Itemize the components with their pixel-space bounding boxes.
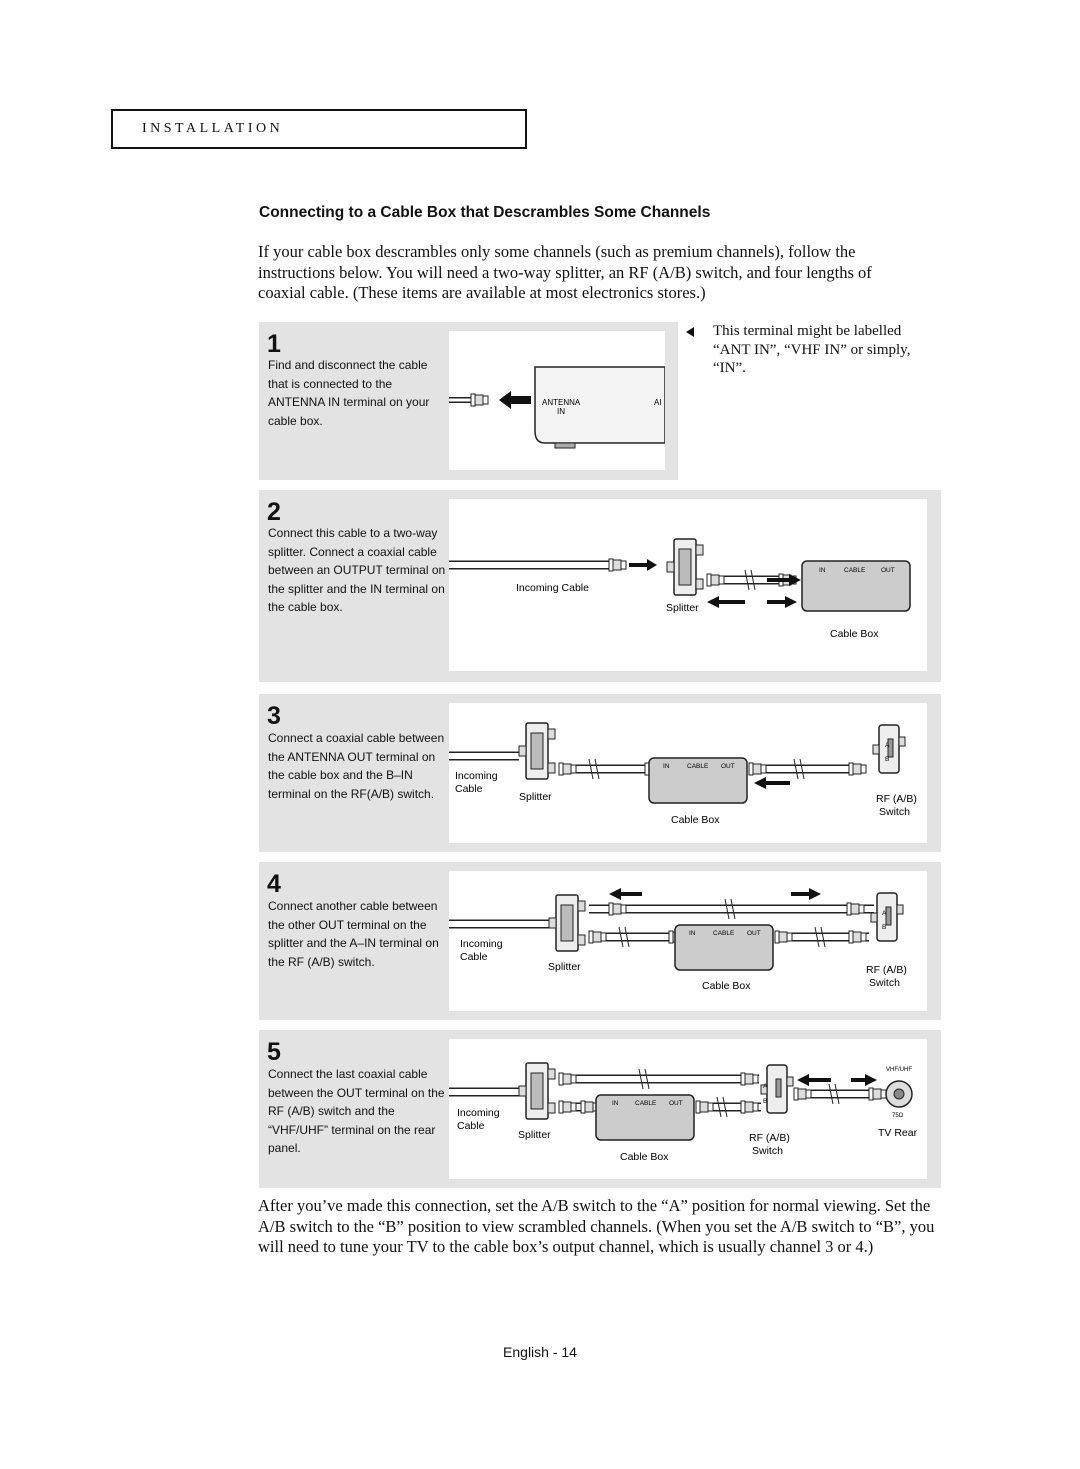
ohm-label: 75Ω bbox=[892, 1113, 904, 1119]
switch-a-label: A bbox=[763, 1083, 768, 1090]
step-number: 5 bbox=[267, 1038, 281, 1066]
out-label: OUT bbox=[881, 567, 895, 574]
switch-a-label: A bbox=[885, 742, 890, 749]
splitter-label: Splitter bbox=[519, 791, 552, 803]
arrow-right-icon bbox=[767, 596, 797, 608]
switch-label: Switch bbox=[879, 806, 910, 818]
arrow-left-icon bbox=[499, 391, 531, 409]
switch-label: Switch bbox=[752, 1145, 783, 1157]
cut-label: AI bbox=[654, 398, 662, 407]
cable-box-to-switch-diagram bbox=[449, 703, 927, 843]
step-number: 3 bbox=[267, 702, 281, 730]
splitter-to-switch-diagram bbox=[449, 871, 927, 1011]
cable-label: CABLE bbox=[844, 567, 866, 574]
step-1 bbox=[259, 322, 678, 480]
cable-label: CABLE bbox=[687, 763, 709, 770]
terminal-note-text: This terminal might be labelled “ANT IN”, “VHF IN” or simply, “IN”. bbox=[713, 323, 911, 376]
out-label: OUT bbox=[747, 930, 761, 937]
step-text: Connect the last coaxial cable between the OUT terminal on the RF (A/B) switch and the “VHF/UHF” terminal on the rear panel. bbox=[268, 1067, 445, 1155]
rfab-label: RF (A/B) bbox=[866, 964, 907, 976]
antenna-label: ANTENNA bbox=[542, 398, 581, 407]
out-label: OUT bbox=[669, 1100, 683, 1107]
tv-rear-label: TV Rear bbox=[878, 1127, 918, 1139]
arrow-left-icon bbox=[609, 888, 642, 900]
step-number: 2 bbox=[267, 498, 281, 526]
cable-word-label: Cable bbox=[460, 951, 488, 963]
step-number: 4 bbox=[267, 870, 281, 898]
page-heading: Connecting to a Cable Box that Descrambles Some Channels bbox=[259, 204, 711, 221]
step-text: Find and disconnect the cable that is connected to the ANTENNA IN terminal on your cable box. bbox=[268, 358, 430, 428]
incoming-cable-label: Incoming Cable bbox=[516, 582, 589, 594]
switch-label: Switch bbox=[869, 977, 900, 989]
switch-to-tv-diagram bbox=[449, 1039, 927, 1179]
page-footer: English - 14 bbox=[503, 1344, 577, 1360]
arrow-right-icon bbox=[851, 1074, 877, 1086]
switch-a-label: A bbox=[882, 910, 887, 917]
cable-label: CABLE bbox=[713, 930, 735, 937]
incoming-label: Incoming bbox=[457, 1107, 500, 1119]
step-text: Connect a coaxial cable between the ANTENNA OUT terminal on the cable box and the B–IN terminal on the RF(A/B) switch. bbox=[268, 731, 445, 801]
splitter-label: Splitter bbox=[666, 602, 699, 614]
pointer-left-icon bbox=[686, 327, 694, 337]
rfab-label: RF (A/B) bbox=[876, 793, 917, 805]
splitter-label: Splitter bbox=[548, 961, 581, 973]
arrow-left-icon bbox=[707, 596, 745, 608]
step-diagram bbox=[449, 871, 927, 1011]
cable-box-label: Cable Box bbox=[702, 980, 751, 992]
arrow-right-icon bbox=[629, 559, 657, 571]
step-text: Connect this cable to a two-way splitter. Connect a coaxial cable between an OUTPUT terminal on the splitter and the IN terminal on the cable box. bbox=[268, 526, 446, 614]
cable-box-label: Cable Box bbox=[620, 1151, 669, 1163]
step-number: 1 bbox=[267, 330, 281, 358]
arrow-right-icon bbox=[791, 888, 821, 900]
terminal-note bbox=[686, 322, 932, 378]
cable-box-label: Cable Box bbox=[671, 814, 720, 826]
switch-b-label: B bbox=[882, 924, 887, 931]
in-label: IN bbox=[612, 1100, 619, 1107]
in-label: IN bbox=[663, 763, 670, 770]
switch-b-label: B bbox=[763, 1098, 768, 1105]
step-diagram bbox=[449, 499, 927, 671]
arrow-left-icon bbox=[797, 1074, 831, 1086]
step-5 bbox=[259, 1030, 941, 1188]
splitter-diagram bbox=[449, 499, 927, 671]
step-2 bbox=[259, 490, 941, 682]
section-label: INSTALLATION bbox=[142, 121, 284, 136]
cable-word-label: Cable bbox=[455, 783, 483, 795]
cable-word-label: Cable bbox=[457, 1120, 485, 1132]
intro-paragraph: If your cable box descrambles only some channels (such as premium channels), follow the instructions below. You will need a two-way splitter, an RF (A/B) switch, and four lengths of coaxial cable. (These items are available at most electronics stores.) bbox=[258, 242, 872, 302]
antenna-disconnect-diagram bbox=[449, 331, 665, 470]
switch-b-label: B bbox=[885, 756, 890, 763]
incoming-label: Incoming bbox=[460, 938, 503, 950]
step-text: Connect another cable between the other OUT terminal on the splitter and the A–IN terminal on the RF (A/B) switch. bbox=[268, 899, 439, 969]
in-label: IN bbox=[557, 407, 565, 416]
step-diagram bbox=[449, 1039, 927, 1179]
arrow-left-icon bbox=[754, 777, 790, 789]
step-diagram bbox=[449, 331, 665, 470]
vhf-uhf-label: VHF/UHF bbox=[886, 1067, 912, 1073]
splitter-label: Splitter bbox=[518, 1129, 551, 1141]
in-label: IN bbox=[819, 567, 826, 574]
out-label: OUT bbox=[721, 763, 735, 770]
cable-label: CABLE bbox=[635, 1100, 657, 1107]
rfab-label: RF (A/B) bbox=[749, 1132, 790, 1144]
step-4 bbox=[259, 862, 941, 1020]
in-label: IN bbox=[689, 930, 696, 937]
outro-paragraph: After you’ve made this connection, set the A/B switch to the “A” position for normal viewing. Set the A/B switch to the “B” position to view scrambled channels. (When you set the A/B switch to “B”, you will need to tune your TV to the cable box’s output channel, which is usually channel 3 or 4.) bbox=[258, 1196, 935, 1256]
cable-box-label: Cable Box bbox=[830, 628, 879, 640]
step-diagram bbox=[449, 703, 927, 843]
incoming-label: Incoming bbox=[455, 770, 498, 782]
step-3 bbox=[259, 694, 941, 852]
